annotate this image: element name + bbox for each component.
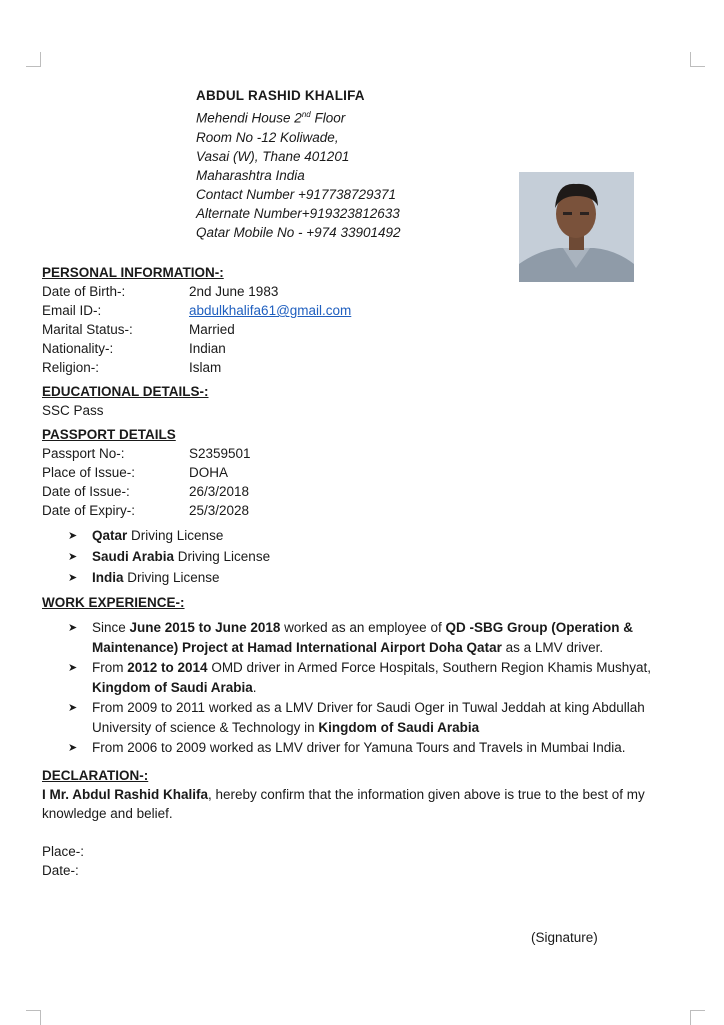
address-line-1-sup: nd bbox=[301, 110, 311, 119]
work-period: June 2015 to June 2018 bbox=[129, 620, 281, 635]
work-text: Since bbox=[92, 620, 130, 635]
declaration-heading: DECLARATION-: bbox=[42, 768, 149, 783]
declaration-text bbox=[42, 785, 692, 823]
work-experience-list bbox=[68, 618, 692, 758]
resume-header bbox=[196, 86, 401, 242]
list-item bbox=[68, 547, 692, 567]
dob-label: Date of Birth-: bbox=[42, 284, 126, 299]
personal-info-heading: PERSONAL INFORMATION-: bbox=[42, 265, 224, 280]
email-link[interactable]: abdulkhalifa61@gmail.com bbox=[189, 303, 352, 318]
dob-value: 2nd June 1983 bbox=[189, 284, 279, 299]
license-list bbox=[68, 526, 692, 588]
list-item bbox=[68, 658, 692, 698]
address-line-4: Maharashtra India bbox=[196, 167, 305, 183]
page-corner-mark-top-right bbox=[690, 52, 705, 67]
religion-value: Islam bbox=[189, 360, 222, 375]
date-of-expiry-value: 25/3/2028 bbox=[189, 503, 250, 518]
address-line-2: Room No -12 Koliwade, bbox=[196, 129, 339, 145]
nationality-value: Indian bbox=[189, 341, 226, 356]
email-label: Email ID-: bbox=[42, 303, 102, 318]
arrow-bullet-icon: ➤ bbox=[68, 742, 78, 754]
address-line-1-end: Floor bbox=[310, 110, 346, 126]
work-period: 2012 to 2014 bbox=[127, 660, 208, 675]
date-of-issue-label: Date of Issue-: bbox=[42, 484, 130, 499]
page-corner-mark-bottom-right bbox=[690, 1010, 705, 1025]
education-value: SSC Pass bbox=[42, 403, 104, 418]
religion-row bbox=[42, 358, 692, 377]
address-line-1 bbox=[196, 105, 401, 128]
date-of-issue-row bbox=[42, 482, 692, 501]
passport-no-label: Passport No-: bbox=[42, 446, 125, 461]
license-type: Driving License bbox=[123, 570, 220, 585]
place-of-issue-value: DOHA bbox=[189, 465, 229, 480]
education-heading: EDUCATIONAL DETAILS-: bbox=[42, 384, 209, 399]
address-line-3: Vasai (W), Thane 401201 bbox=[196, 148, 350, 164]
resume-body bbox=[42, 263, 692, 880]
arrow-bullet-icon: ➤ bbox=[68, 530, 78, 542]
marital-status-row bbox=[42, 320, 692, 339]
work-text: From 2006 to 2009 worked as LMV driver for Yamuna Tours and Travels in Mumbai India. bbox=[92, 740, 626, 755]
arrow-bullet-icon: ➤ bbox=[68, 572, 78, 584]
date-of-expiry-label: Date of Expiry-: bbox=[42, 503, 136, 518]
place-of-issue-label: Place of Issue-: bbox=[42, 465, 136, 480]
work-experience-heading: WORK EXPERIENCE-: bbox=[42, 595, 185, 610]
religion-label: Religion-: bbox=[42, 360, 100, 375]
arrow-bullet-icon: ➤ bbox=[68, 622, 78, 634]
work-text: as a LMV driver. bbox=[501, 640, 604, 655]
candidate-name: ABDUL RASHID KHALIFA bbox=[196, 88, 365, 103]
work-text: . bbox=[252, 680, 257, 695]
email-row bbox=[42, 301, 692, 320]
list-item bbox=[68, 526, 692, 546]
declaration-body: , hereby confirm that the information given above is true to the best of my knowledge and belief. bbox=[42, 787, 645, 821]
marital-status-label: Marital Status-: bbox=[42, 322, 133, 337]
date-label: Date-: bbox=[42, 863, 79, 878]
list-item bbox=[68, 568, 692, 588]
declarant-name: I Mr. Abdul Rashid Khalifa bbox=[42, 787, 209, 802]
work-text: From bbox=[92, 660, 128, 675]
alternate-number: Alternate Number+919323812633 bbox=[196, 205, 400, 221]
arrow-bullet-icon: ➤ bbox=[68, 551, 78, 563]
page-corner-mark-bottom-left bbox=[26, 1010, 41, 1025]
work-country: Kingdom of Saudi Arabia bbox=[318, 720, 480, 735]
page-corner-mark-top-left bbox=[26, 52, 41, 67]
license-type: Driving License bbox=[174, 549, 271, 564]
date-of-issue-value: 26/3/2018 bbox=[189, 484, 250, 499]
work-text: OMD driver in Armed Force Hospitals, Southern Region Khamis Mushyat, bbox=[207, 660, 651, 675]
list-item bbox=[68, 698, 692, 738]
license-country: Qatar bbox=[92, 528, 128, 543]
nationality-row bbox=[42, 339, 692, 358]
arrow-bullet-icon: ➤ bbox=[68, 702, 78, 714]
license-country: India bbox=[92, 570, 124, 585]
work-text: From 2009 to 2011 worked as a LMV Driver for Saudi Oger in Tuwal Jeddah at king Abdullah University of science & Technology in bbox=[92, 700, 645, 735]
license-country: Saudi Arabia bbox=[92, 549, 175, 564]
address-line-1-main: Mehendi House 2 bbox=[196, 110, 302, 126]
work-employer: QD -SBG Group (Operation & Maintenance) Project at Hamad International Airport Doha Qatar bbox=[92, 620, 633, 655]
dob-row bbox=[42, 282, 692, 301]
work-text: worked as an employee of bbox=[280, 620, 446, 635]
passport-heading: PASSPORT DETAILS bbox=[42, 427, 176, 442]
nationality-label: Nationality-: bbox=[42, 341, 114, 356]
contact-number: Contact Number +917738729371 bbox=[196, 186, 397, 202]
passport-no-value: S2359501 bbox=[189, 446, 251, 461]
qatar-mobile-number: Qatar Mobile No - +974 33901492 bbox=[196, 224, 401, 240]
work-country: Kingdom of Saudi Arabia bbox=[92, 680, 253, 695]
date-of-expiry-row bbox=[42, 501, 692, 520]
marital-status-value: Married bbox=[189, 322, 235, 337]
place-of-issue-row bbox=[42, 463, 692, 482]
list-item bbox=[68, 738, 692, 758]
list-item bbox=[68, 618, 692, 658]
signature-label: (Signature) bbox=[531, 930, 598, 945]
passport-no-row bbox=[42, 444, 692, 463]
place-label: Place-: bbox=[42, 844, 85, 859]
arrow-bullet-icon: ➤ bbox=[68, 662, 78, 674]
license-type: Driving License bbox=[127, 528, 224, 543]
